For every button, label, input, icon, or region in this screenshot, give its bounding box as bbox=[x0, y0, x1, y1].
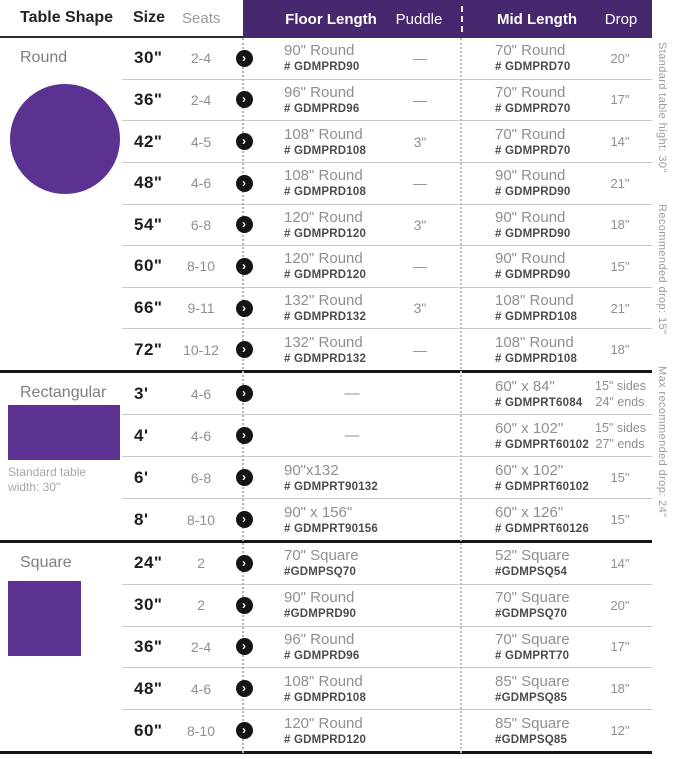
note-standard-height: Standard table hight: 30" bbox=[656, 42, 668, 173]
floor-length-cell bbox=[264, 126, 400, 158]
mid-size: 60" x 84" bbox=[495, 377, 555, 395]
chevron-right-icon: › bbox=[236, 638, 253, 655]
floor-size: 120" Round bbox=[284, 250, 363, 268]
drop-value: 18" bbox=[610, 217, 630, 233]
mid-length-cell bbox=[460, 167, 595, 199]
drop-value: 15" bbox=[610, 258, 630, 274]
table-row bbox=[122, 456, 652, 498]
seats-cell: 2 bbox=[197, 555, 205, 572]
section-divider bbox=[0, 540, 652, 543]
seats-cell: 2-4 bbox=[190, 91, 212, 108]
drop-cell bbox=[595, 259, 645, 274]
mid-length-cell bbox=[460, 462, 595, 494]
arrow-cell bbox=[224, 91, 264, 108]
mid-part-number: # GDMPRD90 bbox=[495, 227, 571, 240]
mid-length-cell bbox=[460, 250, 595, 282]
drop-value: 17" bbox=[610, 92, 630, 108]
size-cell: 66" bbox=[134, 298, 163, 318]
drop-value: 21" bbox=[610, 175, 630, 191]
mid-length-cell bbox=[460, 42, 595, 74]
mid-part-number: # GDMPRD70 bbox=[495, 102, 571, 115]
table-row bbox=[122, 709, 652, 751]
chevron-right-icon: › bbox=[236, 216, 253, 233]
mid-length-cell bbox=[460, 547, 595, 579]
size-cell: 30" bbox=[134, 48, 163, 68]
seats-cell: 9-11 bbox=[187, 300, 215, 317]
header-seats: Seats bbox=[182, 10, 221, 27]
table-row bbox=[122, 584, 652, 626]
square-shape-column bbox=[0, 543, 122, 751]
floor-part-number: # GDMPRD120 bbox=[284, 227, 367, 240]
floor-part-number: # GDMPRD120 bbox=[284, 269, 367, 282]
size-cell: 72" bbox=[134, 339, 163, 359]
square-shape-icon bbox=[8, 581, 81, 656]
floor-length-cell bbox=[264, 292, 400, 324]
drop-value: 15" bbox=[610, 512, 630, 527]
table-row bbox=[122, 79, 652, 121]
drop-cell bbox=[595, 681, 645, 696]
puddle-cell: — bbox=[413, 341, 427, 358]
table-row bbox=[122, 245, 652, 287]
mid-part-number: # GDMPRD108 bbox=[495, 311, 578, 324]
chevron-right-icon: › bbox=[236, 385, 253, 402]
table-row bbox=[122, 287, 652, 329]
table-row bbox=[122, 414, 652, 456]
seats-cell: 4-6 bbox=[190, 680, 212, 697]
dotted-guide-mid-divider bbox=[460, 38, 462, 753]
drop-cell bbox=[595, 598, 645, 613]
floor-part-number: # GDMPRD108 bbox=[284, 691, 367, 704]
arrow-cell bbox=[224, 597, 264, 614]
drop-value: 24" ends bbox=[595, 394, 645, 409]
mid-length-cell bbox=[460, 589, 595, 621]
floor-length-cell bbox=[264, 673, 400, 705]
puddle-cell: 3" bbox=[413, 133, 427, 150]
drop-value: 15" sides bbox=[595, 420, 646, 435]
rectangular-shape-column bbox=[0, 373, 122, 540]
floor-part-number: #GDMPSQ70 bbox=[284, 566, 357, 579]
puddle-cell: — bbox=[413, 50, 427, 67]
floor-size: 108" Round bbox=[284, 167, 363, 185]
floor-part-number: # GDMPRD108 bbox=[284, 144, 367, 157]
mid-part-number: # GDMPRD108 bbox=[495, 352, 578, 365]
mid-size: 108" Round bbox=[495, 292, 574, 310]
header-table-shape: Table Shape bbox=[20, 9, 114, 26]
mid-size: 52" Square bbox=[495, 547, 570, 565]
arrow-cell bbox=[224, 638, 264, 655]
mid-part-number: #GDMPSQ85 bbox=[495, 691, 568, 704]
mid-part-number: # GDMPRT70 bbox=[495, 649, 570, 662]
mid-length-cell bbox=[460, 126, 595, 158]
floor-length-cell bbox=[264, 385, 440, 403]
seats-cell: 4-6 bbox=[190, 427, 212, 444]
header-drop: Drop bbox=[604, 11, 638, 28]
section-note: Standard table width: 30" bbox=[8, 465, 87, 494]
mid-part-number: # GDMPRT60102 bbox=[495, 480, 589, 493]
mid-length-cell bbox=[460, 673, 595, 705]
drop-cell bbox=[595, 301, 645, 316]
mid-part-number: # GDMPRD70 bbox=[495, 61, 571, 74]
drop-cell bbox=[595, 134, 645, 149]
seats-cell: 4-6 bbox=[190, 175, 212, 192]
floor-part-number: # GDMPRD120 bbox=[284, 733, 367, 746]
size-cell: 60" bbox=[134, 256, 163, 276]
seats-cell: 8-10 bbox=[186, 722, 216, 739]
size-cell: 48" bbox=[134, 173, 163, 193]
puddle-cell: — bbox=[413, 175, 427, 192]
drop-cell bbox=[595, 723, 645, 738]
mid-length-cell bbox=[460, 334, 595, 366]
floor-length-cell bbox=[264, 42, 400, 74]
chevron-right-icon: › bbox=[236, 555, 253, 572]
header-dashed-divider bbox=[461, 6, 463, 32]
chevron-right-icon: › bbox=[236, 680, 253, 697]
table-row bbox=[122, 38, 652, 79]
mid-part-number: # GDMPRT60126 bbox=[495, 522, 589, 535]
floor-length-cell bbox=[264, 462, 400, 494]
drop-cell bbox=[595, 176, 645, 191]
section-rectangular bbox=[0, 373, 652, 540]
floor-length-cell bbox=[264, 334, 400, 366]
size-cell: 60" bbox=[134, 720, 163, 740]
floor-length-cell bbox=[264, 715, 400, 747]
section-label: Square bbox=[20, 554, 72, 571]
arrow-cell bbox=[224, 50, 264, 67]
puddle-cell: 3" bbox=[413, 300, 427, 317]
floor-length-cell bbox=[264, 84, 400, 116]
mid-length-cell bbox=[460, 420, 595, 452]
mid-length-cell bbox=[460, 504, 595, 536]
table-row bbox=[122, 626, 652, 668]
drop-value: 15" sides bbox=[595, 378, 646, 393]
chevron-right-icon: › bbox=[236, 341, 253, 358]
mid-length-cell bbox=[460, 292, 595, 324]
floor-part-number: # GDMPRT90132 bbox=[284, 480, 378, 493]
floor-length-cell bbox=[264, 209, 400, 241]
drop-value: 27" ends bbox=[595, 436, 645, 451]
section-square bbox=[0, 543, 652, 751]
mid-size: 90" Round bbox=[495, 167, 566, 185]
mid-part-number: #GDMPSQ85 bbox=[495, 733, 568, 746]
mid-size: 90" Round bbox=[495, 250, 566, 268]
mid-size: 85" Square bbox=[495, 714, 570, 732]
rectangle-shape-icon bbox=[8, 405, 120, 460]
arrow-cell bbox=[224, 258, 264, 275]
arrow-cell bbox=[224, 469, 264, 486]
puddle-cell: 3" bbox=[413, 216, 427, 233]
mid-size: 70" Square bbox=[495, 630, 570, 648]
floor-size: 90" Round bbox=[284, 589, 355, 607]
chevron-right-icon: › bbox=[236, 50, 253, 67]
floor-length-cell bbox=[264, 167, 400, 199]
drop-cell bbox=[595, 92, 645, 107]
arrow-cell bbox=[224, 216, 264, 233]
drop-value: 18" bbox=[610, 681, 630, 697]
size-cell: 8' bbox=[134, 509, 149, 529]
size-cell: 36" bbox=[134, 636, 163, 656]
size-cell: 3' bbox=[134, 383, 149, 403]
floor-size: 108" Round bbox=[284, 672, 363, 690]
drop-value: 18" bbox=[610, 342, 630, 358]
mid-size: 85" Square bbox=[495, 672, 570, 690]
seats-cell: 4-5 bbox=[190, 133, 212, 150]
header-size: Size bbox=[133, 9, 166, 26]
size-cell: 54" bbox=[134, 214, 163, 234]
round-rows bbox=[122, 38, 652, 370]
floor-size: 132" Round bbox=[284, 333, 363, 351]
arrow-cell bbox=[224, 511, 264, 528]
header-left bbox=[0, 0, 243, 38]
table-row bbox=[122, 328, 652, 370]
section-label: Rectangular bbox=[20, 384, 107, 401]
floor-part-number: # GDMPRT90156 bbox=[284, 522, 378, 535]
mid-part-number: # GDMPRD90 bbox=[495, 186, 571, 199]
mid-part-number: # GDMPRT6084 bbox=[495, 396, 583, 409]
chevron-right-icon: › bbox=[236, 427, 253, 444]
mid-part-number: #GDMPSQ70 bbox=[495, 608, 568, 621]
arrow-cell bbox=[224, 341, 264, 358]
drop-value: 21" bbox=[610, 300, 630, 316]
arrow-cell bbox=[224, 427, 264, 444]
header-mid-length: Mid Length bbox=[497, 11, 577, 28]
floor-size: 132" Round bbox=[284, 292, 363, 310]
floor-size: 90"x132 bbox=[284, 461, 339, 479]
floor-length-cell bbox=[264, 504, 400, 536]
floor-part-number: # GDMPRD96 bbox=[284, 649, 360, 662]
mid-length-cell bbox=[460, 378, 595, 410]
floor-size: 96" Round bbox=[284, 630, 355, 648]
mid-size: 70" Round bbox=[495, 42, 566, 60]
floor-size: 70" Square bbox=[284, 547, 359, 565]
seats-cell: 6-8 bbox=[190, 216, 212, 233]
chevron-right-icon: › bbox=[236, 258, 253, 275]
mid-size: 90" Round bbox=[495, 208, 566, 226]
seats-cell: 6-8 bbox=[190, 469, 212, 486]
note-recommended-drop: Recommended drop: 15" bbox=[656, 204, 668, 335]
seats-cell: 10-12 bbox=[183, 341, 219, 358]
floor-size: 90" Round bbox=[284, 42, 355, 60]
puddle-cell: — bbox=[413, 258, 427, 275]
floor-length-cell bbox=[264, 427, 440, 445]
seats-cell: 2-4 bbox=[190, 50, 212, 67]
drop-cell bbox=[595, 470, 645, 485]
mid-size: 108" Round bbox=[495, 333, 574, 351]
mid-length-cell bbox=[460, 631, 595, 663]
header-puddle: Puddle bbox=[395, 11, 443, 28]
drop-cell bbox=[595, 512, 645, 527]
arrow-cell bbox=[224, 722, 264, 739]
drop-cell bbox=[595, 217, 645, 232]
chevron-right-icon: › bbox=[236, 133, 253, 150]
floor-size: 120" Round bbox=[284, 714, 363, 732]
section-round bbox=[0, 38, 652, 370]
size-cell: 24" bbox=[134, 553, 163, 573]
header-floor-length: Floor Length bbox=[285, 11, 377, 28]
drop-cell bbox=[595, 556, 645, 571]
arrow-cell bbox=[224, 300, 264, 317]
size-cell: 6' bbox=[134, 467, 149, 487]
table-row bbox=[122, 543, 652, 584]
chevron-right-icon: › bbox=[236, 175, 253, 192]
mid-size: 60" x 126" bbox=[495, 503, 564, 521]
mid-size: 60" x 102" bbox=[495, 419, 564, 437]
mid-part-number: #GDMPSQ54 bbox=[495, 566, 568, 579]
seats-cell: 2-4 bbox=[190, 638, 212, 655]
arrow-cell bbox=[224, 680, 264, 697]
table-row bbox=[122, 373, 652, 414]
floor-part-number: # GDMPRD90 bbox=[284, 61, 360, 74]
chevron-right-icon: › bbox=[236, 300, 253, 317]
chevron-right-icon: › bbox=[236, 597, 253, 614]
floor-part-number: #GDMPRD90 bbox=[284, 608, 357, 621]
round-shape-column bbox=[0, 38, 122, 370]
section-divider bbox=[0, 751, 652, 754]
table-row bbox=[122, 162, 652, 204]
section-divider bbox=[0, 370, 652, 373]
drop-cell bbox=[595, 378, 645, 410]
chevron-right-icon: › bbox=[236, 511, 253, 528]
square-rows bbox=[122, 543, 652, 751]
size-cell: 36" bbox=[134, 89, 163, 109]
floor-size: 96" Round bbox=[284, 83, 355, 101]
drop-cell bbox=[595, 420, 645, 452]
drop-value: 12" bbox=[610, 723, 630, 739]
seats-cell: 8-10 bbox=[186, 511, 216, 528]
seats-cell: 4-6 bbox=[190, 385, 212, 402]
floor-size: 90" x 156" bbox=[284, 503, 353, 521]
table-row bbox=[122, 204, 652, 246]
mid-length-cell bbox=[460, 84, 595, 116]
mid-size: 60" x 102" bbox=[495, 461, 564, 479]
size-cell: 4' bbox=[134, 425, 149, 445]
drop-value: 15" bbox=[610, 470, 630, 485]
size-cell: 42" bbox=[134, 131, 163, 151]
drop-value: 20" bbox=[610, 50, 630, 66]
mid-size: 70" Round bbox=[495, 125, 566, 143]
note-max-drop: Max recommended drop: 24" bbox=[656, 365, 668, 518]
seats-cell: 8-10 bbox=[186, 258, 216, 275]
chevron-right-icon: › bbox=[236, 469, 253, 486]
floor-length-cell bbox=[264, 589, 400, 621]
seats-cell: 2 bbox=[197, 597, 205, 614]
floor-length-cell bbox=[264, 631, 400, 663]
table-row bbox=[122, 667, 652, 709]
floor-size: 108" Round bbox=[284, 125, 363, 143]
rectangular-rows bbox=[122, 373, 652, 540]
section-label: Round bbox=[20, 49, 68, 66]
floor-size: 120" Round bbox=[284, 208, 363, 226]
floor-part-number: # GDMPRD132 bbox=[284, 352, 367, 365]
table-row bbox=[122, 498, 652, 540]
size-cell: 30" bbox=[134, 595, 163, 615]
floor-part-number: # GDMPRD96 bbox=[284, 102, 360, 115]
no-value-dash: — bbox=[344, 384, 360, 402]
header-purple-band bbox=[243, 0, 652, 38]
size-cell: 48" bbox=[134, 678, 163, 698]
mid-length-cell bbox=[460, 209, 595, 241]
mid-part-number: # GDMPRD70 bbox=[495, 144, 571, 157]
drop-cell bbox=[595, 342, 645, 357]
arrow-cell bbox=[224, 385, 264, 402]
circle-shape-icon bbox=[10, 84, 120, 194]
mid-part-number: # GDMPRD90 bbox=[495, 269, 571, 282]
puddle-cell: — bbox=[413, 91, 427, 108]
mid-length-cell bbox=[460, 715, 595, 747]
floor-length-cell bbox=[264, 250, 400, 282]
drop-value: 14" bbox=[610, 134, 630, 150]
drop-value: 20" bbox=[610, 597, 630, 613]
mid-size: 70" Square bbox=[495, 589, 570, 607]
floor-part-number: # GDMPRD108 bbox=[284, 186, 367, 199]
drop-cell bbox=[595, 51, 645, 66]
floor-length-cell bbox=[264, 547, 400, 579]
drop-cell bbox=[595, 639, 645, 654]
drop-value: 17" bbox=[610, 639, 630, 655]
side-notes bbox=[656, 42, 668, 545]
floor-part-number: # GDMPRD132 bbox=[284, 311, 367, 324]
chevron-right-icon: › bbox=[236, 91, 253, 108]
mid-part-number: # GDMPRT60102 bbox=[495, 438, 589, 451]
mid-size: 70" Round bbox=[495, 83, 566, 101]
arrow-cell bbox=[224, 175, 264, 192]
arrow-cell bbox=[224, 555, 264, 572]
arrow-cell bbox=[224, 133, 264, 150]
drop-value: 14" bbox=[610, 555, 630, 571]
table-row bbox=[122, 120, 652, 162]
chevron-right-icon: › bbox=[236, 722, 253, 739]
no-value-dash: — bbox=[344, 426, 360, 444]
